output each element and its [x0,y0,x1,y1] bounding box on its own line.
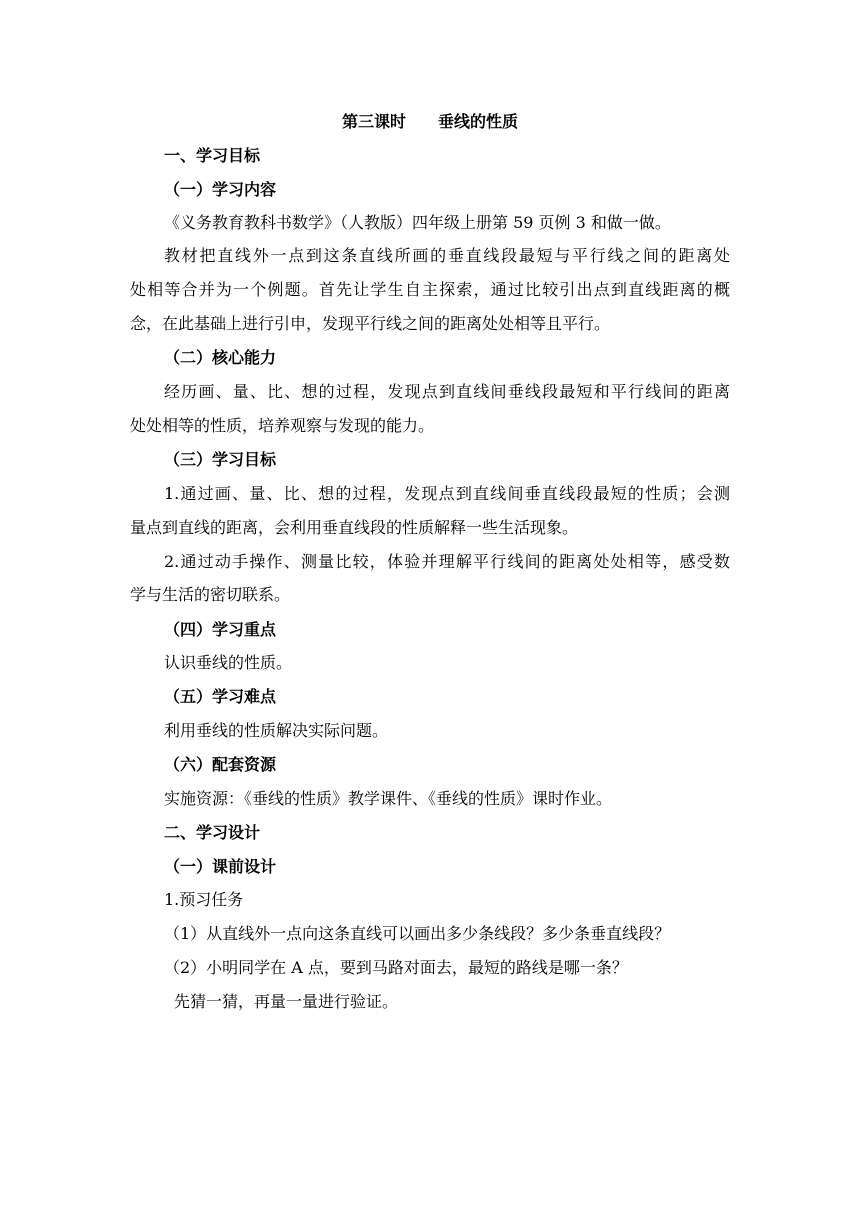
content-paragraph-2-line-3: 念，在此基础上进行引申，发现平行线之间的距离处处相等且平行。 [130,314,611,333]
preview-question-2-follow-up: 先猜一猜，再量一量进行验证。 [174,992,399,1011]
objective-2-line-2: 学与生活的密切联系。 [130,585,291,604]
objective-1-line-1: 1.通过画、量、比、想的过程，发现点到直线间垂直线段最短的性质；会测 [164,484,730,503]
section-heading-goals: 一、学习目标 [164,146,261,165]
content-paragraph-1: 《义务教育教科书数学》（人教版）四年级上册第 59 页例 3 和做一做。 [164,213,671,232]
subheading-content: （一）学习内容 [164,180,277,199]
preview-question-2: （2）小明同学在 A 点，要到马路对面去，最短的路线是哪一条？ [164,958,628,977]
key-point-text: 认识垂线的性质。 [164,653,293,672]
subheading-difficulty: （五）学习难点 [164,687,277,706]
subheading-key-point: （四）学习重点 [164,620,277,639]
content-paragraph-2-line-1: 教材把直线外一点到这条直线所画的垂直线段最短与平行线之间的距离处 [164,246,730,265]
content-paragraph-2-line-2: 处相等合并为一个例题。首先让学生自主探索，通过比较引出点到直线距离的概 [130,280,730,299]
objective-1-line-2: 量点到直线的距离，会利用垂直线段的性质解释一些生活现象。 [130,518,579,537]
objective-2-line-1: 2.通过动手操作、测量比较，体验并理解平行线间的距离处处相等，感受数 [164,552,730,571]
lesson-title: 第三课时 垂线的性质 [341,112,518,131]
difficulty-text: 利用垂线的性质解决实际问题。 [164,721,389,740]
ability-line-2: 处处相等的性质，培养观察与发现的能力。 [130,416,435,435]
preview-question-1: （1）从直线外一点向这条直线可以画出多少条线段？多少条垂直线段？ [164,924,671,943]
preview-task-title: 1.预习任务 [164,890,244,909]
section-heading-design: 二、学习设计 [164,823,261,842]
subheading-objectives: （三）学习目标 [164,450,277,469]
subheading-resources: （六）配套资源 [164,755,277,774]
resources-text: 实施资源：《垂线的性质》教学课件、《垂线的性质》课时作业。 [164,789,613,808]
ability-line-1: 经历画、量、比、想的过程，发现点到直线间垂线段最短和平行线间的距离 [164,382,730,401]
subheading-pre-class: （一）课前设计 [164,857,277,876]
subheading-ability: （二）核心能力 [164,348,277,367]
